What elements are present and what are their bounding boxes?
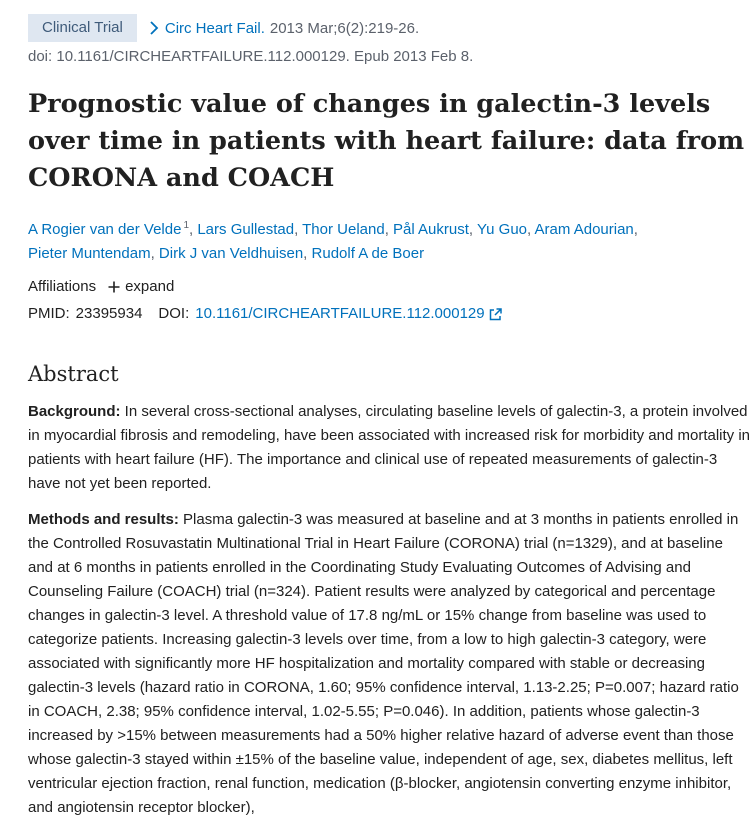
author-link[interactable]: Aram Adourian	[534, 221, 634, 238]
pmid-value: 23395934	[75, 305, 143, 322]
pmid-label: PMID:	[28, 305, 70, 322]
affiliations-row	[28, 277, 174, 297]
plus-icon	[108, 281, 120, 293]
doi-label: DOI:	[158, 305, 190, 322]
author-link[interactable]: Yu Guo	[476, 221, 528, 238]
doi-epub-line: doi: 10.1161/CIRCHEARTFAILURE.112.000129. Epub 2013 Feb 8.	[28, 48, 474, 65]
abstract-background	[28, 400, 750, 496]
section-text: In several cross-sectional analyses, circulating baseline levels of galectin-3, a protein involved in myocardial fibrosis and remodeling, have been associated with increased risk for morbidity and mortality in patients with heart failure (HF). The importance and clinical use of repeated measurements of galectin-3 have not yet been reported.	[28, 403, 751, 492]
abstract-methods-results	[28, 508, 750, 818]
author-link[interactable]: Dirk J van Veldhuisen	[158, 245, 304, 262]
section-label: Methods and results:	[28, 511, 179, 528]
author-link[interactable]: Thor Ueland	[302, 221, 385, 238]
author-separator: ,	[527, 221, 532, 238]
author-list	[28, 214, 743, 266]
author-separator: ,	[633, 221, 638, 238]
author-link[interactable]: Pieter Muntendam	[28, 245, 151, 262]
author-separator: ,	[303, 245, 308, 262]
external-link-icon[interactable]	[489, 308, 502, 321]
author-link[interactable]: Pål Aukrust	[393, 221, 469, 238]
journal-link[interactable]	[149, 20, 419, 37]
author-link[interactable]: Lars Gullestad	[197, 221, 295, 238]
section-text: Plasma galectin-3 was measured at baseline and at 3 months in patients enrolled in the Controlled Rosuvastatin Multinational Trial in Heart Failure (CORONA) trial (n=1329), and at baseline and at 6 months in patients enrolled in the Coordinating Study Evaluating Outcomes of Advising and Counseling Failure (COACH) trial (n=324). Patient results were analyzed by categorical and percentage changes in galectin-3 level. A threshold value of 17.8 ng/mL or 15% change from baseline was used to categorize patients. Increasing galectin-3 levels over time, from a low to high galectin-3 category, were associated with significantly more HF hospitalization and mortality compared with stable or decreasing galectin-3 levels (hazard ratio in CORONA, 1.60; 95% confidence interval, 1.13-2.25; P=0.007; hazard ratio in COACH, 2.38; 95% confidence interval, 1.02-5.55; P=0.046). In addition, patients whose galectin-3 increased by >15% between measurements had a 50% higher relative hazard of adverse event than those whose galectin-3 stayed within ±15% of the baseline value, independent of age, sex, diabetes mellitus, left ventricular ejection fraction, renal function, medication (β-blocker, angiotensin converting enzyme inhibitor, and angiotensin receptor blocker),	[28, 511, 739, 816]
doi-link[interactable]: 10.1161/CIRCHEARTFAILURE.112.000129	[195, 305, 485, 322]
article-header-row	[28, 14, 419, 42]
author-separator: ,	[294, 221, 299, 238]
author-link[interactable]: A Rogier van der Velde $^1$	[28, 220, 189, 238]
author-separator: ,	[189, 221, 194, 238]
abstract-heading: Abstract	[28, 362, 119, 386]
article-title: Prognostic value of changes in galectin-3 levels over time in patients with heart failure: data from CORONA and COACH	[28, 89, 745, 193]
author-link[interactable]: Rudolf A de Boer	[311, 245, 425, 262]
identifiers-row	[28, 304, 502, 324]
affiliation-ref[interactable]: 1	[183, 220, 189, 231]
author-separator: ,	[150, 245, 155, 262]
journal-name[interactable]: Circ Heart Fail.	[164, 19, 265, 37]
expand-label[interactable]: expand	[125, 278, 175, 295]
section-label: Background:	[28, 403, 121, 420]
author-separator: ,	[384, 221, 389, 238]
chevron-right-icon	[149, 21, 159, 35]
affiliations-label: Affiliations	[28, 278, 97, 295]
author-separator: ,	[468, 221, 474, 238]
journal-citation: 2013 Mar;6(2):219-26.	[269, 19, 420, 37]
publication-type-badge: Clinical Trial	[28, 14, 137, 42]
affiliations-expand-button[interactable]	[108, 277, 174, 297]
